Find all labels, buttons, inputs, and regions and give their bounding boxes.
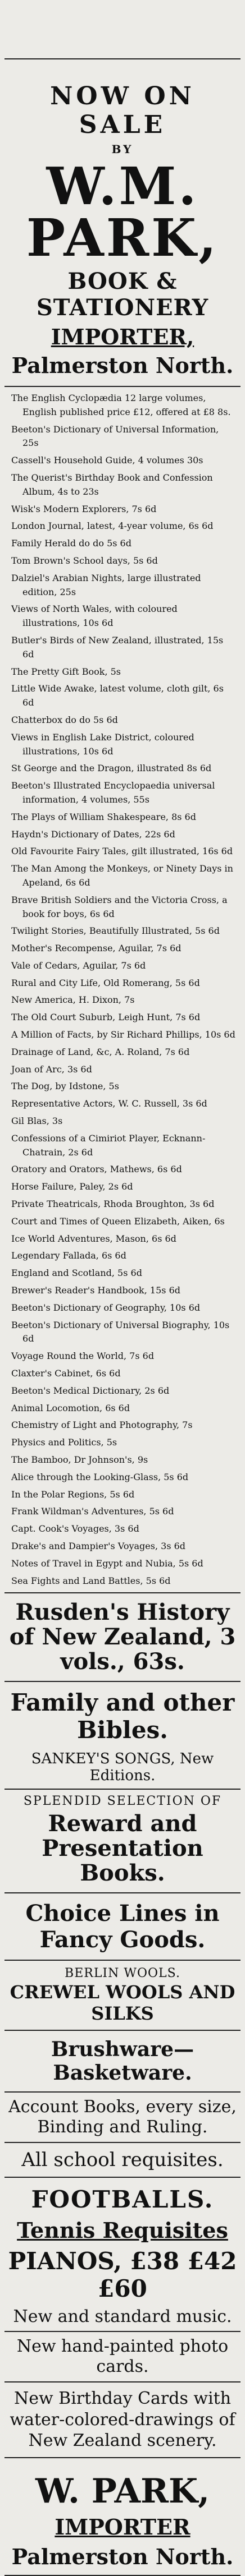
book-entry: Brewer's Reader's Handbook, 15s 6d <box>11 1285 180 1296</box>
book-entry: Mother's Recompense, Aguilar, 7s 6d <box>11 943 182 954</box>
footer-location: Palmerston North. <box>11 2543 234 2569</box>
section-divider <box>4 2091 241 2093</box>
book-entry: Old Favourite Fairy Tales, gilt illustrated, 16s 6d <box>11 846 233 857</box>
book-entry: Legendary Fallada, 6s 6d <box>11 1250 126 1261</box>
advertisement-column <box>4 0 241 2576</box>
book-entry: Notes of Travel in Egypt and Nubia, 5s 6d <box>11 1557 203 1569</box>
book-entry: Alice through the Looking-Glass, 5s 6d <box>11 1471 189 1482</box>
book-entry: St George and the Dragon, illustrated 8s 6d <box>11 763 212 774</box>
book-entry: Representative Actors, W. C. Russell, 3s 6d <box>11 1098 207 1109</box>
book-entry: A Million of Facts, by Sir Richard Phillips, 10s 6d <box>11 1029 235 1040</box>
new-standard-music-text: New and standard music. <box>13 2307 232 2327</box>
book-entry: In the Polar Regions, 5s 6d <box>11 1489 135 1500</box>
book-entry: Twilight Stories, Beautifully Illustrated, 5s 6d <box>11 925 220 937</box>
book-entry: Capt. Cook's Voyages, 3s 6d <box>11 1523 139 1534</box>
masthead-name: W.M. PARK, <box>26 156 219 268</box>
pianos-heading: PIANOS, £38 £42 £60 <box>8 2247 237 2303</box>
reward-presentation-books-heading: Reward and Presentation Books. <box>42 1810 203 1887</box>
book-entry: Views of North Wales, with coloured illustrations, 10s 6d <box>11 603 178 629</box>
section-divider <box>4 1960 241 1961</box>
book-entry: Drainage of Land, &c, A. Roland, 7s 6d <box>11 1046 190 1057</box>
section-divider <box>4 1892 241 1893</box>
book-entry: Confessions of a Cimiriot Player, Ecknann-Chatrain, 2s 6d <box>11 1132 206 1158</box>
book-entry: Little Wide Awake, latest volume, cloth gilt, 6s 6d <box>11 683 224 708</box>
book-entry: Rural and City Life, Old Romerang, 5s 6d <box>11 977 200 988</box>
school-requisites-text: All school requisites. <box>21 2149 224 2172</box>
book-entry: The English Cyclopædia 12 large volumes, English published price £12, offered at £8 8s. <box>11 393 231 417</box>
section-divider <box>4 1789 241 1790</box>
brushware-heading: Brushware—Basketware. <box>51 2038 194 2085</box>
book-entry: Butler's Birds of New Zealand, illustrated, 15s 6d <box>11 634 224 660</box>
top-rule <box>4 58 241 59</box>
book-entry: Drake's and Dampier's Voyages, 3s 6d <box>11 1540 186 1551</box>
section-divider <box>4 1681 241 1682</box>
book-entry: Cassell's Household Guide, 4 volumes 30s <box>11 455 203 466</box>
book-entry: Wisk's Modern Explorers, 7s 6d <box>11 503 157 514</box>
tennis-requisites-heading: Tennis Requisites <box>17 2218 228 2243</box>
book-entry: England and Scotland, 5s 6d <box>11 1268 142 1279</box>
book-entry: Joan of Arc, 3s 6d <box>11 1063 92 1075</box>
book-entry: The Man Among the Monkeys, or Ninety Days in Apeland, 6s 6d <box>11 863 233 888</box>
book-entry: Views in English Lake District, coloured illustrations, 10s 6d <box>11 731 194 757</box>
book-entry: Brave British Soldiers and the Victoria Cross, a book for boys, 6s 6d <box>11 894 228 919</box>
book-entry: The Querist's Birthday Book and Confession Album, 4s to 23s <box>11 472 213 497</box>
importer-title: IMPORTER, <box>51 324 194 349</box>
location-title: Palmerston North. <box>11 353 234 378</box>
fancy-goods-heading: Choice Lines in Fancy Goods. <box>25 1900 220 1953</box>
bibles-heading: Family and other Bibles. <box>10 1689 235 1744</box>
book-entry: Animal Locomotion, 6s 6d <box>11 1402 130 1413</box>
splendid-selection-label: SPLENDID SELECTION OF <box>23 1794 222 1809</box>
section-divider <box>4 2381 241 2383</box>
section-divider <box>4 1592 241 1593</box>
book-entry: Vale of Cedars, Aguilar, 7s 6d <box>11 960 146 971</box>
book-entry: Ice World Adventures, Mason, 6s 6d <box>11 1233 176 1244</box>
birthday-cards-text: New Birthday Cards with water-colored-drawings of New Zealand scenery. <box>10 2389 235 2451</box>
book-entry: Beeton's Dictionary of Universal Biography, 10s 6d <box>11 1319 230 1344</box>
book-entry: Dalziel's Arabian Nights, large illustrated edition, 25s <box>11 572 201 597</box>
subhead-title: BOOK & STATIONERY <box>36 268 209 321</box>
book-entry: Claxter's Cabinet, 6s 6d <box>11 1368 121 1379</box>
footer-importer: IMPORTER <box>55 2514 190 2540</box>
berlin-wools-label: BERLIN WOOLS. <box>65 1966 180 1981</box>
book-entry: The Pretty Gift Book, 5s <box>11 666 121 677</box>
book-entry: Chatterbox do do 5s 6d <box>11 714 118 725</box>
book-entry: Frank Wildman's Adventures, 5s 6d <box>11 1506 174 1517</box>
section-divider <box>4 386 241 387</box>
book-entry: Family Herald do do 5s 6d <box>11 538 131 549</box>
footballs-heading: FOOTBALLS. <box>31 2186 214 2214</box>
account-books-text: Account Books, every size, Binding and Ruling. <box>8 2097 237 2137</box>
book-entry: Chemistry of Light and Photography, 7s <box>11 1420 193 1431</box>
book-entry: Sea Fights and Land Battles, 5s 6d <box>11 1575 171 1586</box>
book-list <box>4 391 241 1588</box>
book-entry: Beeton's Medical Dictionary, 2s 6d <box>11 1385 170 1396</box>
section-divider <box>4 2457 241 2458</box>
book-entry: Gil Blas, 3s <box>11 1116 63 1127</box>
book-entry: Tom Brown's School days, 5s 6d <box>11 555 158 566</box>
section-divider <box>4 2030 241 2031</box>
book-entry: Horse Failure, Paley, 2s 6d <box>11 1181 133 1192</box>
book-entry: The Dog, by Idstone, 5s <box>11 1081 119 1092</box>
book-entry: The Plays of William Shakespeare, 8s 6d <box>11 811 196 822</box>
book-entry: Beeton's Dictionary of Geography, 10s 6d <box>11 1302 201 1313</box>
section-divider <box>4 2177 241 2178</box>
by-label: BY <box>111 142 134 156</box>
now-on-sale-heading: NOW ON SALE <box>50 82 195 139</box>
book-entry: Oratory and Orators, Mathews, 6s 6d <box>11 1164 182 1175</box>
book-entry: The Bamboo, Dr Johnson's, 9s <box>11 1454 148 1465</box>
book-entry: Haydn's Dictionary of Dates, 22s 6d <box>11 828 175 840</box>
book-entry: Voyage Round the World, 7s 6d <box>11 1351 155 1362</box>
book-entry: New America, H. Dixon, 7s <box>11 994 135 1006</box>
book-entry: The Old Court Suburb, Leigh Hunt, 7s 6d <box>11 1012 201 1023</box>
crewel-wools-heading: CREWEL WOOLS AND SILKS <box>10 1981 235 2025</box>
section-divider <box>4 2331 241 2332</box>
book-entry: London Journal, latest, 4-year volume, 6s 6d <box>11 520 214 532</box>
book-entry: Court and Times of Queen Elizabeth, Aiken, 6s <box>11 1215 225 1227</box>
book-entry: Beeton's Dictionary of Universal Information, 25s <box>11 423 219 449</box>
book-entry: Physics and Politics, 5s <box>11 1437 117 1448</box>
section-divider <box>4 2142 241 2143</box>
rusden-history-heading: Rusden's History of New Zealand, 3 vols., 63s. <box>9 1599 236 1675</box>
footer-name: W. PARK, <box>35 2471 210 2511</box>
book-entry: Beeton's Illustrated Encyclopaedia universal information, 4 volumes, 55s <box>11 780 215 805</box>
photo-cards-text: New hand-painted photo cards. <box>16 2337 229 2377</box>
sankey-songs: SANKEY'S SONGS, New Editions. <box>31 1750 214 1785</box>
book-entry: Private Theatricals, Rhoda Broughton, 3s 6d <box>11 1199 215 1210</box>
